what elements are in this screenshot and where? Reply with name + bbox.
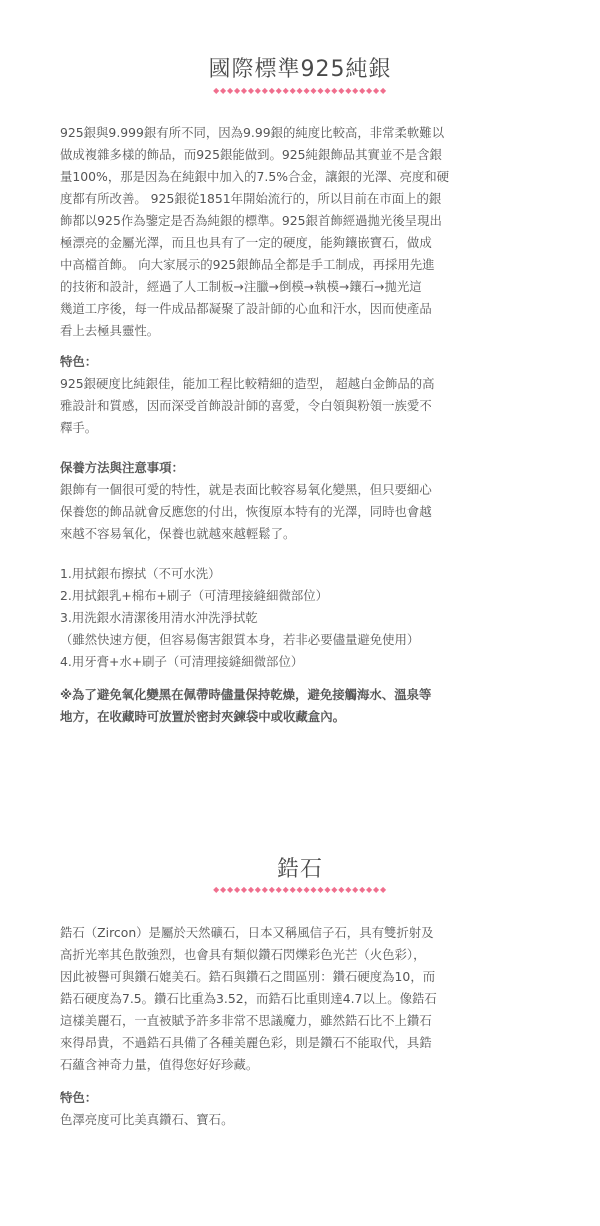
- text-line: 來越不容易氧化，保養也就越來越輕鬆了。: [60, 526, 296, 541]
- text-line: 釋手。: [60, 420, 98, 435]
- text-line: 鋯石（Zircon）是屬於天然礦石，日本又稱風信子石，具有雙折射及: [60, 925, 434, 940]
- silver-title-divider: ◆◆◆◆◆◆◆◆◆◆◆◆◆◆◆◆◆◆◆◆◆◆◆◆◆: [213, 86, 387, 95]
- silver-intro-paragraph: [60, 122, 542, 342]
- text-line: 做成複雜多樣的飾品，而925銀能做到。925純銀飾品其實並不是含銀: [60, 147, 442, 162]
- feature-heading: 特色：: [60, 354, 98, 369]
- silver-section-title: 國際標準925純銀: [208, 57, 392, 82]
- text-line: 925銀硬度比純銀佳，能加工程比較精細的造型， 超越白金飾品的高: [60, 376, 435, 391]
- list-item: 3.用洗銀水清潔後用清水沖洗淨拭乾: [60, 610, 258, 625]
- storage-notice: [60, 684, 542, 728]
- silver-care: [60, 457, 542, 545]
- silver-features: [60, 351, 542, 439]
- text-line: 這樣美麗石，一直被賦予許多非常不思議魔力，雖然鋯石比不上鑽石: [60, 1013, 432, 1028]
- text-line: 雅設計和質感，因而深受首飾設計師的喜愛，令白領與粉領一族愛不: [60, 398, 432, 413]
- list-item: 1.用拭銀布擦拭（不可水洗）: [60, 566, 221, 581]
- text-line: 極漂亮的金屬光澤，而且也具有了一定的硬度，能夠鑲嵌寶石，做成: [60, 235, 432, 250]
- text-line: 中高檔首飾。 向大家展示的925銀飾品全都是手工制成，再採用先進: [60, 257, 435, 272]
- zircon-section-title: 鋯石: [276, 857, 323, 882]
- text-line: 飾都以925作為鑒定是否為純銀的標準。925銀首飾經過拋光後呈現出: [60, 213, 442, 228]
- zircon-intro-paragraph: [60, 922, 542, 1076]
- text-line: 看上去極具靈性。: [60, 323, 160, 338]
- list-item: 2.用拭銀乳+棉布+刷子（可清理接縫細微部位）: [60, 588, 329, 603]
- text-line: 鋯石硬度為7.5。鑽石比重為3.52，而鋯石比重則達4.7以上。像鋯石: [60, 991, 437, 1006]
- text-line: 保養您的飾品就會反應您的付出，恢復原本特有的光澤，同時也會越: [60, 504, 432, 519]
- text-line: 因此被譽可與鑽石媲美石。鋯石與鑽石之間區別：鑽石硬度為10，而: [60, 969, 436, 984]
- text-line: 銀飾有一個很可愛的特性，就是表面比較容易氧化變黑，但只要細心: [60, 482, 432, 497]
- care-steps-list: [60, 563, 542, 673]
- text-line: 的技術和設計，經過了人工制板→注臘→倒模→執模→鑲石→拋光這: [60, 279, 422, 294]
- text-line: 925銀與9.999銀有所不同，因為9.99銀的純度比較高，非常柔軟難以: [60, 125, 445, 140]
- text-line: ※為了避免氧化變黑在佩帶時儘量保持乾燥，避免接觸海水、溫泉等: [60, 687, 432, 702]
- text-line: 量100%，那是因為在純銀中加入的7.5%合金，讓銀的光澤、亮度和硬: [60, 169, 450, 184]
- text-line: 來得昂貴，不過鋯石具備了各種美麗色彩，則是鑽石不能取代，具鋯: [60, 1035, 432, 1050]
- feature-heading: 特色：: [60, 1090, 98, 1105]
- text-line: 度都有所改善。 925銀從1851年開始流行的，所以目前在市面上的銀: [60, 191, 442, 206]
- list-item: 4.用牙膏+水+刷子（可清理接縫細微部位）: [60, 654, 304, 669]
- zircon-features: [60, 1087, 542, 1131]
- care-heading: 保養方法與注意事項：: [60, 460, 184, 475]
- list-item: （雖然快速方便，但容易傷害銀質本身，若非必要儘量避免使用）: [60, 632, 420, 647]
- text-line: 石蘊含神奇力量，值得您好好珍藏。: [60, 1057, 259, 1072]
- text-line: 高折光率其色散強烈，也會具有類似鑽石閃爍彩色光芒（火色彩），: [60, 947, 426, 962]
- text-line: 幾道工序後，每一件成品都凝聚了設計師的心血和汗水，因而使產品: [60, 301, 432, 316]
- text-line: 色澤亮度可比美真鑽石、寶石。: [60, 1112, 234, 1127]
- text-line: 地方，在收藏時可放置於密封夾鍊袋中或收藏盒內。: [60, 709, 345, 724]
- zircon-title-divider: ◆◆◆◆◆◆◆◆◆◆◆◆◆◆◆◆◆◆◆◆◆◆◆◆◆: [213, 885, 387, 894]
